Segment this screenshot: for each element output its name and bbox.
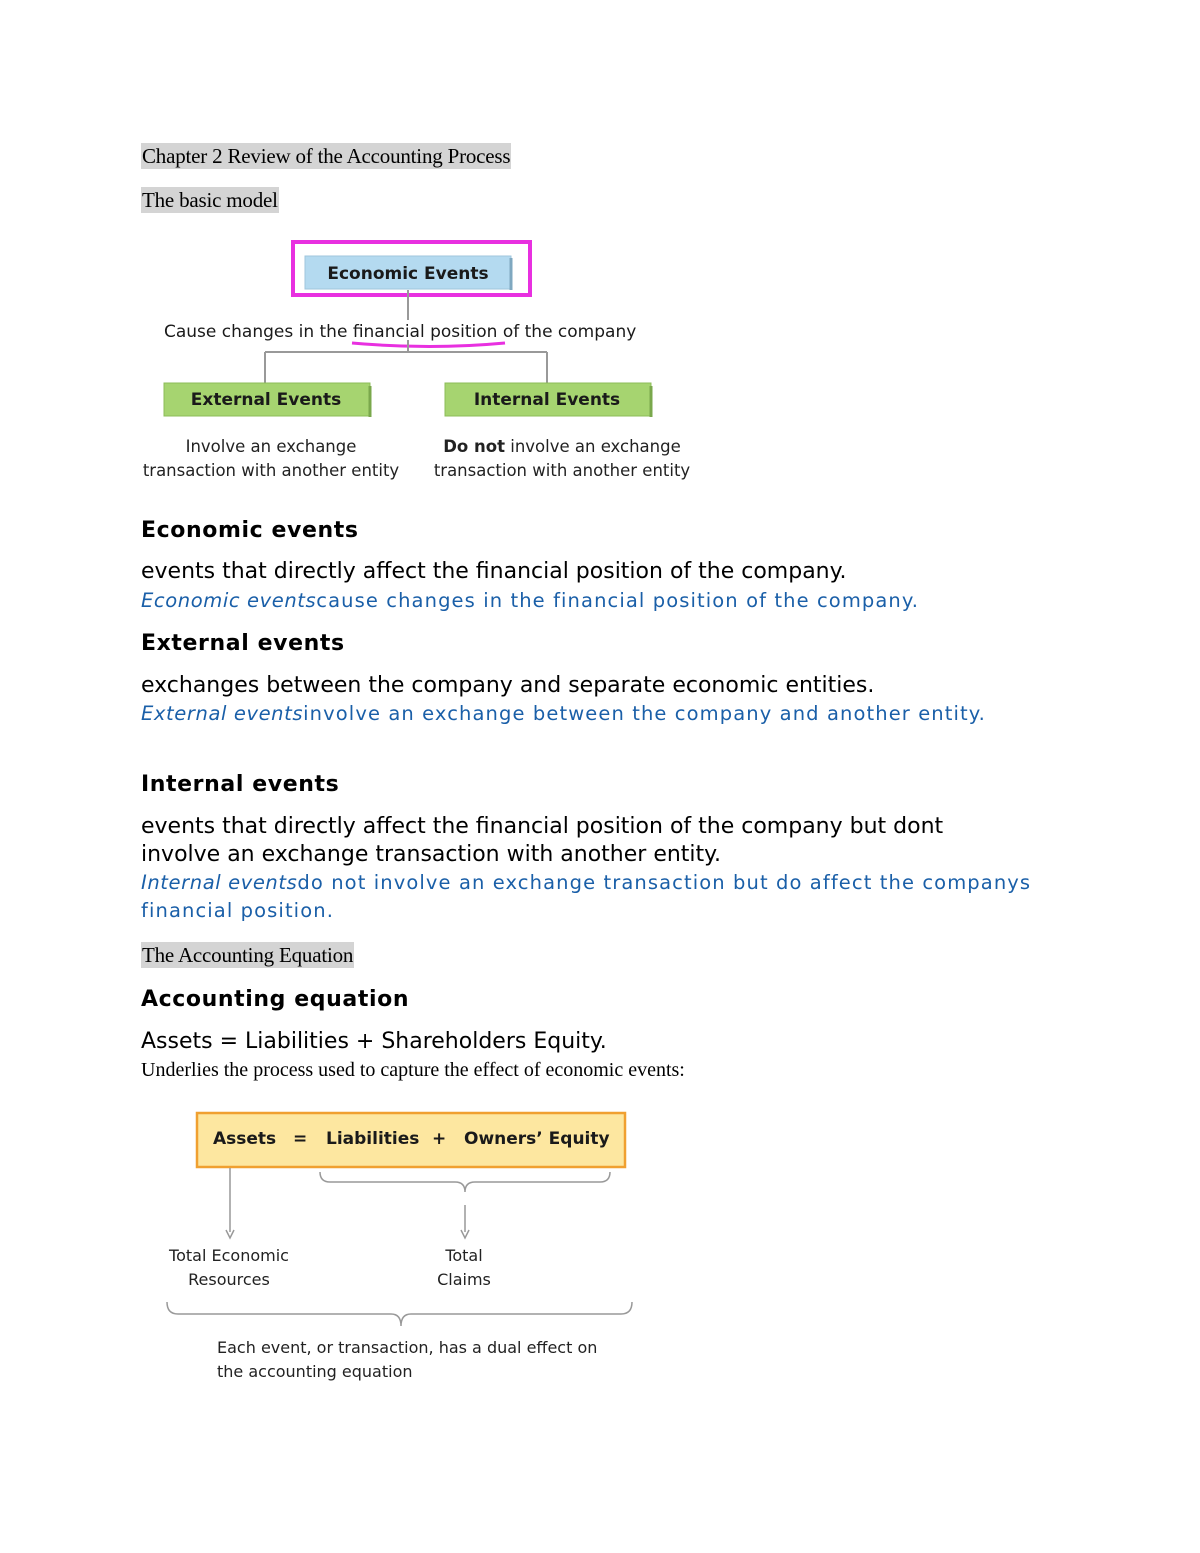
basic-model-diagram: [130, 232, 720, 494]
section-heading-accounting-equation: The Accounting Equation: [142, 943, 354, 967]
accounting-equation-diagram: [150, 1100, 650, 1390]
plus-sign: +: [432, 1129, 447, 1149]
term-economic-events: Economic events: [141, 518, 359, 543]
definition-external-events: exchanges between the company and separate economic entities.: [141, 673, 875, 698]
term-internal-events: Internal events: [141, 772, 340, 797]
internal-desc-line1: Do not involve an exchange: [443, 437, 681, 456]
external-desc-line1: Involve an exchange: [185, 437, 357, 456]
internal-events-label: Internal Events: [473, 390, 621, 410]
dual-effect-line2: the accounting equation: [217, 1362, 413, 1381]
liabilities-label: Liabilities: [326, 1129, 420, 1149]
assets-label: Assets: [213, 1129, 277, 1149]
definition-internal-events-line2: involve an exchange transaction with another entity.: [141, 842, 722, 867]
diagram-caption: Cause changes in the financial position of the company: [164, 322, 637, 342]
definition-economic-events: events that directly affect the financial position of the company.: [141, 559, 847, 584]
external-desc-line2: transaction with another entity: [142, 461, 400, 480]
note-internal-events: Internal eventsdo not involve an exchange transaction but do affect the companys financial position.: [141, 871, 1032, 922]
note-external-events: External eventsinvolve an exchange between the company and another entity.: [141, 702, 986, 725]
term-accounting-equation: Accounting equation: [141, 987, 410, 1012]
dual-effect-brace: [167, 1302, 632, 1326]
total-economic-resources-line1: Total Economic: [169, 1246, 289, 1265]
term-external-events: External events: [141, 631, 345, 656]
note-economic-events: Economic eventscause changes in the financial position of the company.: [141, 589, 920, 612]
dual-effect-line1: Each event, or transaction, has a dual effect on: [217, 1338, 598, 1357]
equals-sign: =: [293, 1129, 308, 1149]
owners-equity-label: Owners’ Equity: [464, 1129, 610, 1149]
total-claims-line1: Total: [445, 1246, 483, 1265]
chapter-title: Chapter 2 Review of the Accounting Process: [142, 144, 511, 168]
definition-internal-events-line1: events that directly affect the financial position of the company but dont: [141, 814, 944, 839]
economic-events-label: Economic Events: [327, 264, 489, 284]
section-heading-basic-model: The basic model: [142, 188, 278, 212]
claims-brace: [320, 1172, 610, 1192]
definition-accounting-equation: Assets = Liabilities + Shareholders Equity.: [141, 1029, 607, 1054]
external-events-label: External Events: [190, 390, 342, 410]
equation-note: Underlies the process used to capture the effect of economic events:: [141, 1059, 685, 1081]
internal-desc-line2: transaction with another entity: [433, 461, 691, 480]
financial-position-underline: [352, 343, 505, 347]
total-economic-resources-line2: Resources: [188, 1270, 270, 1289]
total-claims-line2: Claims: [437, 1270, 491, 1289]
